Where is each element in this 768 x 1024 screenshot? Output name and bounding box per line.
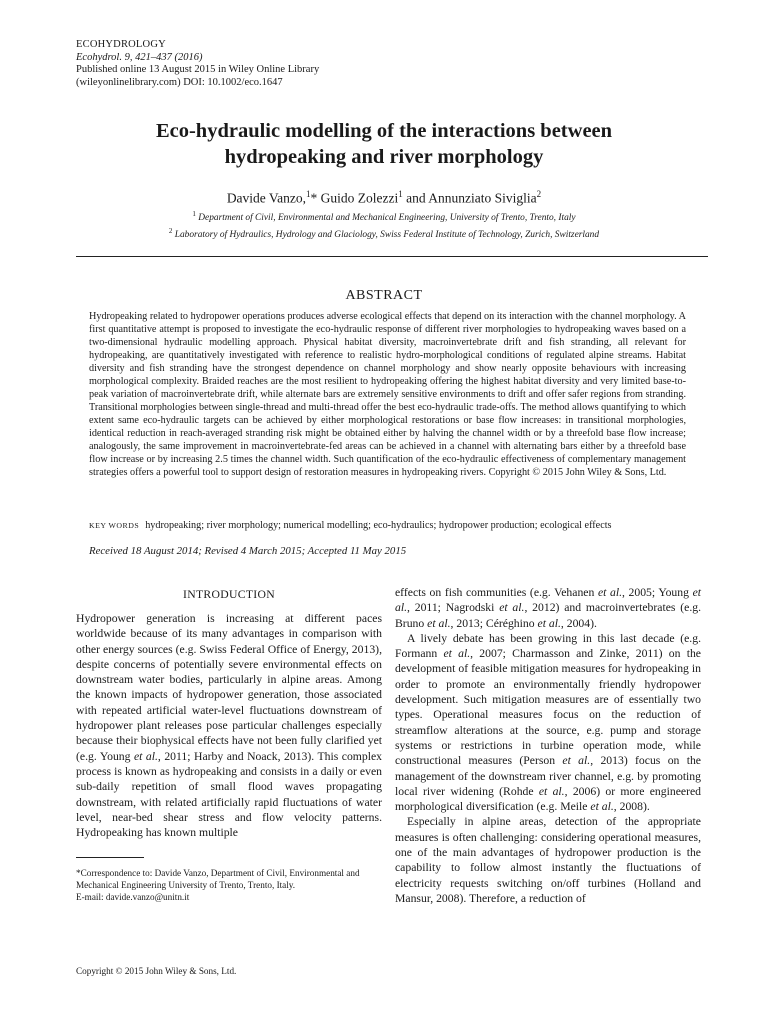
abstract-text: Hydropeaking related to hydropower operations produces adverse ecological effects that depend on its interaction with the channel morphology. A first quantitative attempt is proposed to investigate the eco-hydraulic response of different river morphologies to hydropeaking waves based on a two-dimensional hydraulic modelling approach. Physical habitat diversity, macroinvertebrate drift and fish stranding, all relevant for hydropeaking, are quantitatively investigated with reference to realistic hydro-morphological conditions of regulated alpine streams. Habitat diversity and fish stranding have the strongest dependence on channel morphology and show nearly opposite behaviours with increasing morphological complexity. Braided reaches are the most resilient to hydropeaking offering the highest habitat diversity and very limited base-to-peak variation of macroinvertebrate drift, while alternate bars are extremely sensitive environments to drift and offer safer regions from stranding. Transitional morphologies between single-thread and multi-thread offer the best eco-hydraulic trade-offs. The method allows quantifying to which extent same eco-hydraulic targets can be achieved by either morphological restorations or base flow increases: in transitional morphologies, identical reduction in reach-averaged stranding risk might be obtained either by halving the channel width or by a threefold base flow increase; analogously, the same improvement in macroinvertebrate-fed areas can be achieved in a channel with alternating bars either by a threefold base flow increase or by increasing 2.5 times the channel width. Such quantification of the eco-hydraulic effectiveness of complementary management strategies offers a powerful tool to support design of restoration measures in hydropeaking rivers. Copyright © 2015 John Wiley & Sons, Ltd. bbox=[89, 311, 686, 478]
keywords bbox=[89, 519, 699, 532]
footnote-address: *Correspondence to: Davide Vanzo, Department of Civil, Environmental and Mechanical Engineering University of Trento, Trento, Italy. bbox=[76, 868, 360, 890]
intro-paragraph-1 bbox=[76, 611, 382, 840]
text-run: effects on fish communities (e.g. Vehanen bbox=[395, 586, 598, 599]
etal: et al. bbox=[538, 784, 565, 798]
author-3: Annunziato Siviglia bbox=[428, 190, 537, 206]
etal: et al. bbox=[499, 601, 525, 615]
text-run: A lively debate has been growing in this last decade (e.g. Formann bbox=[395, 631, 701, 661]
intro-paragraph-2 bbox=[395, 631, 701, 815]
keywords-label: KEY WORDS bbox=[89, 521, 140, 530]
page-copyright: Copyright © 2015 John Wiley & Sons, Ltd. bbox=[76, 966, 237, 976]
text-run: Hydropower generation is increasing at different paces worldwide because of its many advantages in comparison with other energy sources (e.g. Swiss Federal Office of Energy, 2013), despite concerns of potentially severe environmental effects on downstream water bodies, particularly in alpine areas. Among the known impacts of hydropower generation, those associated with repeated artificial water-level fluctuations downstream of hydropower plant releases pose particular challenges especially because their biophysical effects have not been fully clarified yet (e.g. Young bbox=[76, 612, 382, 763]
etal: et al. bbox=[537, 616, 561, 630]
author-2: Guido Zolezzi bbox=[320, 190, 399, 206]
affiliations bbox=[60, 208, 708, 242]
text-run: , 2012) and macroinvertebrates (e.g. Bruno bbox=[395, 601, 702, 630]
journal-header bbox=[76, 39, 319, 89]
right-column bbox=[395, 585, 701, 906]
affiliation-2 bbox=[60, 225, 708, 242]
author-1-affil: 1 bbox=[306, 189, 311, 199]
journal-citation: Ecohydrol. 9, 421–437 (2016) bbox=[76, 51, 203, 63]
author-list bbox=[60, 186, 708, 207]
received-dates: Received 18 August 2014; Revised 4 March 2015; Accepted 11 May 2015 bbox=[89, 545, 407, 557]
journal-doi: (wileyonlinelibrary.com) DOI: 10.1002/eco.1647 bbox=[76, 76, 283, 88]
intro-paragraph-1-cont bbox=[395, 585, 701, 631]
affiliation-2-text: Laboratory of Hydraulics, Hydrology and Glaciology, Swiss Federal Institute of Technology, Zurich, Switzerland bbox=[174, 230, 600, 241]
affiliation-1-text: Department of Civil, Environmental and Mechanical Engineering, University of Trento, Trento, Italy bbox=[198, 213, 576, 224]
correspondence-footnote bbox=[76, 867, 382, 903]
affiliation-1-num: 1 bbox=[192, 210, 196, 218]
text-run: , 2013) focus on the management of the downstream river channel, e.g. by promoting local river widening (Rohde bbox=[395, 754, 701, 798]
text-run: , 2011; Nagrodski bbox=[407, 601, 500, 615]
text-run: , 2007; Charmasson and Zinke, 2011) on the development of feasible mitigation measures for hydropeaking in order to promote an environmentally friendly hydropower development. Such mitigation measures are of essentially two types. Operational measures focus on the reduction of streamflow alterations at the source, e.g. pump and storage systems or restrictions in turbine operation mode, while constructional measures (Person bbox=[395, 647, 701, 768]
abstract-heading: ABSTRACT bbox=[345, 288, 423, 303]
etal: et al. bbox=[427, 616, 451, 630]
text-run: , 2006) or more engineered morphological diversification (e.g. Meile bbox=[395, 784, 701, 814]
text-run: , 2013; Céréghino bbox=[450, 616, 538, 630]
text-run: , 2005; Young bbox=[622, 586, 693, 599]
affiliation-2-num: 2 bbox=[168, 227, 173, 236]
text-run: , 2004). bbox=[560, 616, 597, 630]
etal: et al. bbox=[562, 754, 591, 768]
author-1-star: * bbox=[310, 190, 318, 206]
etal: et al. bbox=[443, 647, 471, 661]
keywords-text: hydropeaking; river morphology; numerical modelling; eco-hydraulics; hydropower production; ecological effects bbox=[145, 520, 612, 531]
text-run: , 2011; Harby and Noack, 2013). This complex process is known as hydropeaking and consists in a daily or even sub-daily repetition of small flood waves propagating downstream, with related artificially rapid fluctuations of water level, near-bed shear stress and flow velocity patterns. Hydropeaking has known multiple bbox=[76, 749, 382, 840]
left-column bbox=[76, 611, 382, 840]
journal-name: ECOHYDROLOGY bbox=[76, 39, 166, 50]
affiliation-1 bbox=[60, 208, 708, 225]
introduction-heading: INTRODUCTION bbox=[183, 588, 275, 601]
etal: et al. bbox=[133, 749, 158, 763]
author-3-affil: 2 bbox=[536, 189, 542, 199]
etal: et al. bbox=[597, 586, 622, 599]
paper-title bbox=[60, 118, 708, 170]
author-1: Davide Vanzo, bbox=[226, 190, 307, 206]
author-2-affil: 1 bbox=[398, 189, 403, 199]
etal: et al. bbox=[395, 586, 701, 615]
text-run: , 2008). bbox=[613, 800, 650, 814]
author-and: and bbox=[406, 190, 426, 206]
intro-paragraph-3: Especially in alpine areas, detection of the appropriate measures is often challenging: considering operational measures, one of the main advantages of hydropower production is the capability to follow almost instantly the fluctuations of electricity requests switching on/off turbines (Holland and Mansur, 2008). Therefore, a reduction of bbox=[395, 815, 701, 905]
title-line-2: hydropeaking and river morphology bbox=[224, 146, 544, 168]
footnote-email: E-mail: davide.vanzo@unitn.it bbox=[76, 892, 190, 902]
title-line-1: Eco-hydraulic modelling of the interactions between bbox=[155, 120, 613, 142]
journal-published: Published online 13 August 2015 in Wiley Online Library bbox=[76, 64, 320, 75]
header-rule bbox=[76, 256, 708, 257]
footnote-rule bbox=[76, 857, 144, 858]
etal: et al. bbox=[590, 800, 614, 814]
